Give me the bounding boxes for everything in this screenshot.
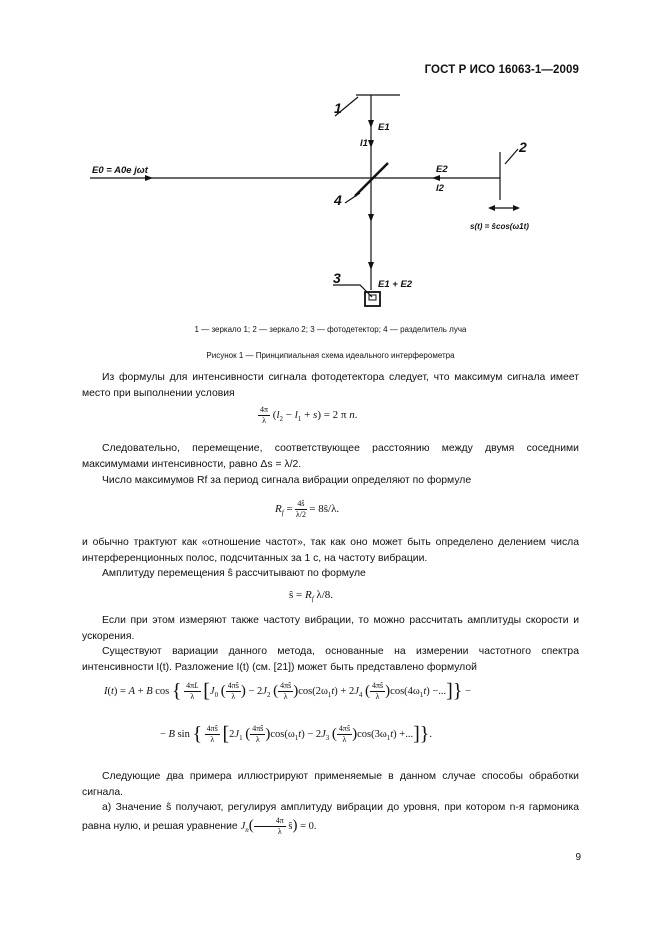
label-e1: E1 (378, 122, 390, 133)
formula-condition: $\frac{4\pi}{\lambda}$ $(l_2 - l_1 + s) = 2$ π n. (260, 405, 358, 425)
paragraph-2: Следовательно, перемещение, соответствующее расстоянию между двумя соседними максимумами интенсивности, равно Δs = λ/2. (82, 443, 579, 470)
interferometer-diagram (0, 85, 661, 320)
document-header: ГОСТ Р ИСО 16063-1—2009 (424, 64, 579, 76)
formula-expansion-line2: − B sin { $\frac{4\pi ŝ}{\lambda}$ [$2J_1$ ( $\frac{4\pi ŝ}{\lambda}$ )$\cos(\omega_1t) - 2J_3$ ( $\frac{4\pi ŝ}{\lambda}$ )$\cos(3\omega_1t)$ +...]}. (160, 723, 432, 745)
paragraph-3: Число максимумов Rf за период сигнала вибрации определяют по формуле (102, 475, 472, 486)
label-e0: E0 = A0e jωt (92, 165, 148, 176)
label-l2: l2 (436, 183, 444, 194)
paragraph-8: Следующие два примера иллюстрируют применяемые в данном случае способы обработки сигнала. (82, 771, 579, 798)
formula-amplitude: ŝ = $R_f$ λ/8. (289, 589, 334, 604)
label-e1-e2: E1 + E2 (378, 279, 413, 290)
formula-bessel-zero: $J_n$( $\frac{4\pi}{\lambda}$ ŝ) = 0. (240, 815, 317, 836)
callout-4: 4 (334, 192, 342, 208)
label-l1: l1 (360, 138, 368, 149)
label-st: s(t) = ŝcos(ω1t) (470, 222, 529, 231)
formula-ratio: $R_f$ = $\frac{4ŝ}{\lambda/2}$ = 8ŝ/λ. (275, 499, 340, 519)
paragraph-6: Если при этом измеряют также частоту вибрации, то можно рассчитать амплитуды скорости и ускорения. (82, 615, 579, 642)
formula-expansion-line1: I(t) = A + B cos { $\frac{4\pi L}{\lambda}$ [$J_0$ ( $\frac{4\pi ŝ}{\lambda}$ ) − $2J_2$ ( $\frac{4\pi ŝ}{\lambda}$ )$\cos(2\omega_1t) + 2J_4$ ( $\frac{4\pi ŝ}{\lambda}$ )$\cos(4\omega_1t)$ −...]} − (104, 680, 471, 702)
paragraph-5: Амплитуду перемещения ŝ рассчитывают по формуле (102, 568, 366, 579)
paragraph-9 (82, 800, 579, 839)
paragraph-1: Из формулы для интенсивности сигнала фотодетектора следует, что максимум сигнала имеет место при выполнении условия (82, 372, 579, 399)
paragraph-4: и обычно трактуют как «отношение частот», так как оно может быть определено делением числа интерференционных полос, подсчитанных за 1 с, на частоту вибрации. (82, 537, 579, 564)
paragraph-9-text: а) Значение ŝ получают, регулируя амплитуду вибрации до уровня, при котором n-я гармоника равна нулю, и решая уравнение (82, 802, 579, 832)
label-e2: E2 (436, 164, 448, 175)
figure-legend: 1 — зеркало 1; 2 — зеркало 2; 3 — фотодетектор; 4 — разделитель луча (194, 325, 467, 334)
photodetector (365, 292, 380, 306)
figure-caption: Рисунок 1 — Принципиальная схема идеального интерферометра (206, 351, 455, 360)
callout-2: 2 (519, 139, 527, 155)
paragraph-7: Существуют вариации данного метода, основанные на измерении частотного спектра интенсивности I(t). Разложение I(t) (см. [21]) может быть представлено формулой (82, 646, 579, 673)
callout-1: 1 (334, 100, 342, 116)
callout-3: 3 (333, 270, 341, 286)
page-number: 9 (575, 852, 581, 863)
